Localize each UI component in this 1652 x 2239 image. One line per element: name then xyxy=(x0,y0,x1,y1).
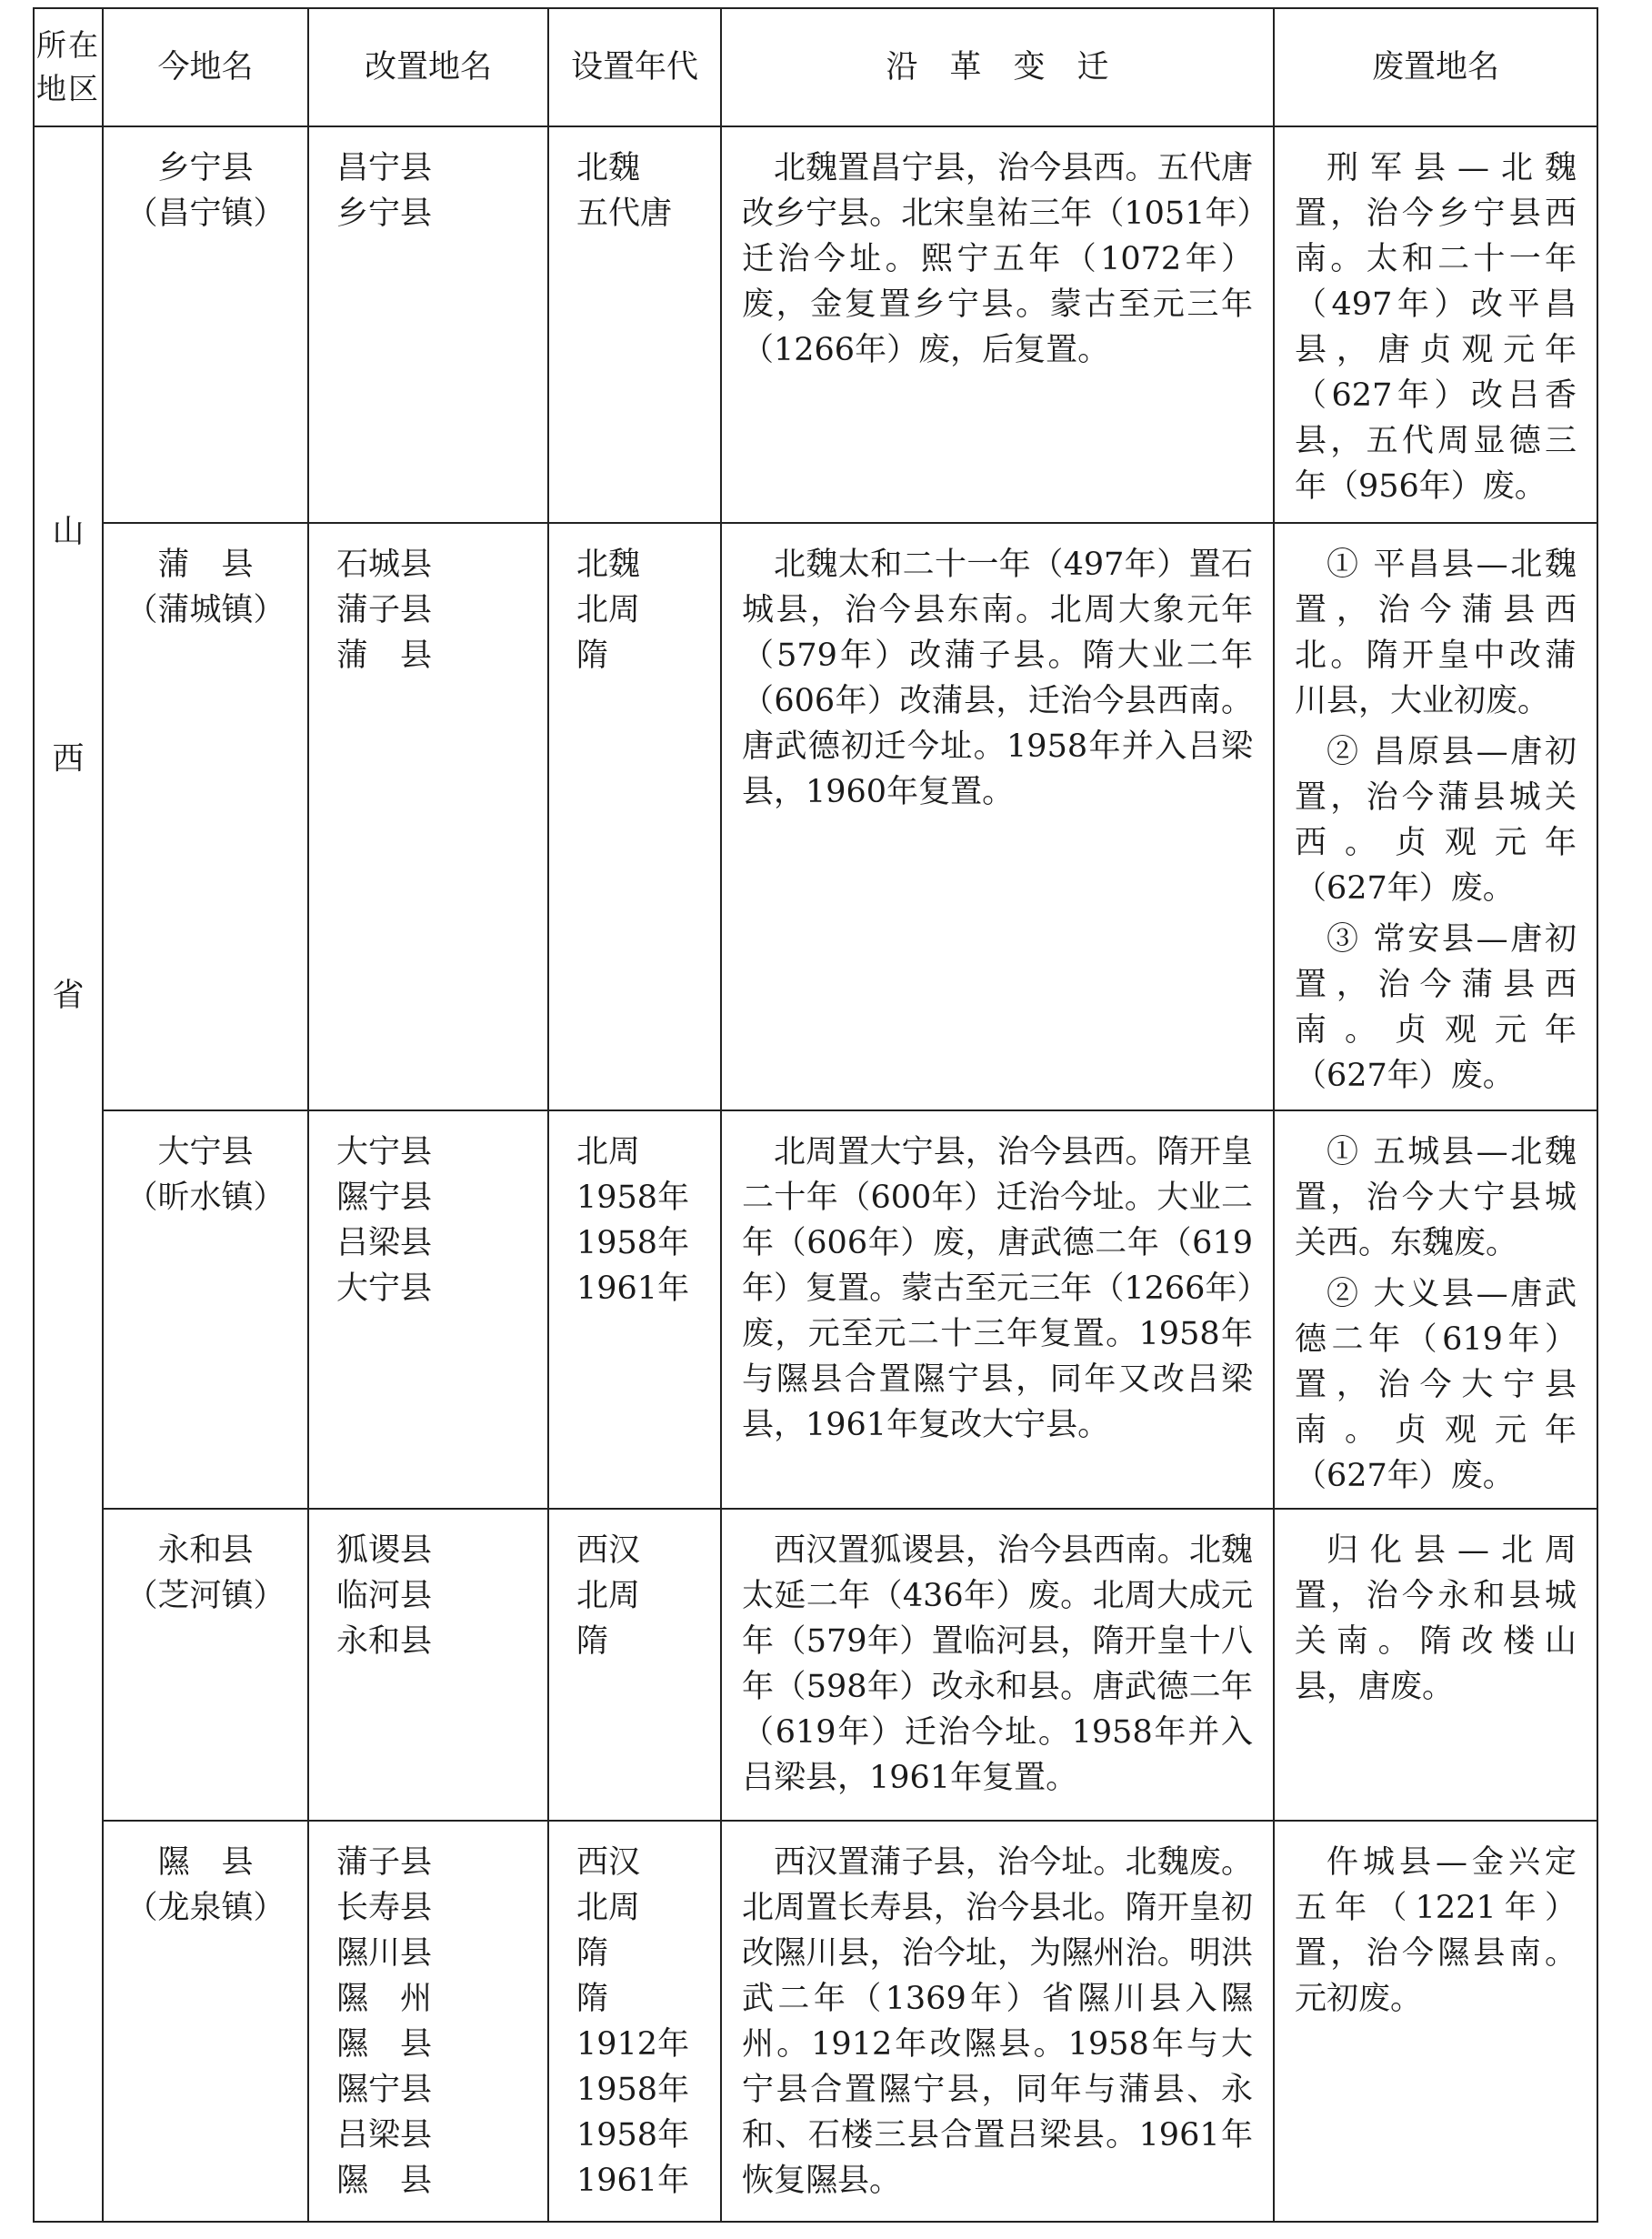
former-name: 隰 县 xyxy=(336,2162,433,2199)
current-seat: （昕水镇） xyxy=(125,1180,285,1217)
current-seat: （龙泉镇） xyxy=(125,1889,285,1926)
region-cell xyxy=(34,126,103,2222)
established-year: 西汉 xyxy=(576,1843,641,1881)
history-cell xyxy=(721,1821,1274,2222)
abolished-cell xyxy=(1274,1509,1597,1820)
established-year: 北周 xyxy=(576,1134,641,1171)
former-name: 隰 县 xyxy=(336,2025,433,2063)
established-cell xyxy=(548,1821,721,2222)
history-text: 北周置大宁县，治今县西。隋开皇二十年（600年）迁治今址。大业二年（606年）废，唐武德二年（619年）复置。蒙古至元三年（1266年）废，元至元二十三年复置。1958年与隰县合置隰宁县，同年又改吕梁县，1961年复改大宁县。 xyxy=(742,1134,1253,1444)
established-year: 隋 xyxy=(576,1623,609,1661)
former-name: 蒲子县 xyxy=(336,1843,433,1881)
established-cell xyxy=(548,523,721,1110)
former-name: 大宁县 xyxy=(336,1134,433,1171)
header-former-names: 改置地名 xyxy=(308,8,548,126)
former-name: 隰川县 xyxy=(336,1934,433,1972)
former-name: 隰宁县 xyxy=(336,1180,433,1217)
former-names-cell xyxy=(308,523,548,1110)
former-name: 石城县 xyxy=(336,547,433,584)
abolished-entry: ② 大义县—唐武德二年（619年）置，治今大宁县南。贞观元年（627年）废。 xyxy=(1295,1276,1577,1495)
current-seat: （昌宁镇） xyxy=(125,196,285,232)
current-name-cell xyxy=(103,126,308,523)
current-name: 永和县 xyxy=(157,1532,254,1570)
table-row xyxy=(34,126,1597,523)
former-name: 蒲 县 xyxy=(336,638,433,675)
current-name: 乡宁县 xyxy=(157,150,254,186)
established-cell xyxy=(548,1509,721,1820)
former-name: 昌宁县 xyxy=(336,150,433,186)
established-year: 北魏 xyxy=(576,547,641,584)
established-cell xyxy=(548,1110,721,1509)
table-row xyxy=(34,1110,1597,1509)
established-year: 西汉 xyxy=(576,1532,641,1570)
current-name-cell xyxy=(103,523,308,1110)
abolished-entry: 刑军县—北魏置，治今乡宁县西南。太和二十一年（497年）改平昌县，唐贞观元年（627年）改吕香县，五代周显德三年（956年）废。 xyxy=(1295,150,1577,505)
abolished-entry: ③ 常安县—唐初置，治今蒲县西南。贞观元年（627年）废。 xyxy=(1295,921,1577,1095)
current-name: 隰 县 xyxy=(157,1843,254,1881)
established-year: 北周 xyxy=(576,1889,641,1926)
header-region-line1: 所在 xyxy=(36,27,100,63)
former-names-cell xyxy=(308,1821,548,2222)
established-year: 1961年 xyxy=(576,2162,690,2199)
header-region-line2: 地区 xyxy=(36,71,100,106)
current-name-cell xyxy=(103,1110,308,1509)
former-name: 狐谡县 xyxy=(336,1532,433,1570)
region-char: 西 xyxy=(52,741,85,778)
abolished-entry: 仵城县—金兴定五年（1221年）置，治今隰县南。元初废。 xyxy=(1295,1843,1577,2017)
current-name-cell xyxy=(103,1821,308,2222)
header-region xyxy=(34,8,103,126)
established-year: 1961年 xyxy=(576,1270,690,1308)
table-row xyxy=(34,1509,1597,1820)
history-cell xyxy=(721,126,1274,523)
header-row xyxy=(34,8,1597,126)
history-text: 西汉置狐谡县，治今县西南。北魏太延二年（436年）废。北周大成元年（579年）置临河县，隋开皇十八年（598年）改永和县。唐武德二年（619年）迁治今址。1958年并入吕梁县，1961年复置。 xyxy=(742,1532,1253,1797)
current-name-cell xyxy=(103,1509,308,1820)
current-seat: （芝河镇） xyxy=(125,1578,285,1615)
table-row xyxy=(34,1821,1597,2222)
region-char: 山 xyxy=(52,514,85,550)
former-name: 永和县 xyxy=(336,1623,433,1661)
established-cell xyxy=(548,126,721,523)
history-text: 北魏置昌宁县，治今县西。五代唐改乡宁县。北宋皇祐三年（1051年）迁治今址。熙宁五年（1072年）废，金复置乡宁县。蒙古至元三年（1266年）废，后复置。 xyxy=(742,150,1253,368)
history-cell xyxy=(721,1509,1274,1820)
established-year: 1958年 xyxy=(576,2116,690,2154)
former-names-cell xyxy=(308,1110,548,1509)
established-year: 隋 xyxy=(576,638,609,675)
history-text: 北魏太和二十一年（497年）置石城县，治今县东南。北周大象元年（579年）改蒲子县。隋大业二年（606年）改蒲县，迁治今县西南。唐武德初迁今址。1958年并入吕梁县，1960年复置。 xyxy=(742,547,1253,811)
history-text: 西汉置蒲子县，治今址。北魏废。北周置长寿县，治今县北。隋开皇初改隰川县，治今址，为隰州治。明洪武二年（1369年）省隰川县入隰州。1912年改隰县。1958年与大宁县合置隰宁县，同年与蒲县、永和、石楼三县合置吕梁县。1961年恢复隰县。 xyxy=(742,1843,1253,2199)
table-row xyxy=(34,523,1597,1110)
former-names-cell xyxy=(308,1509,548,1820)
former-names-cell xyxy=(308,126,548,523)
former-name: 隰 州 xyxy=(336,1980,433,2017)
established-year: 隋 xyxy=(576,1934,609,1972)
history-cell xyxy=(721,1110,1274,1509)
header-current-name: 今地名 xyxy=(103,8,308,126)
established-year: 北周 xyxy=(576,592,641,629)
abolished-entry: 归化县—北周置，治今永和县城关南。隋改楼山县，唐废。 xyxy=(1295,1532,1577,1706)
former-name: 临河县 xyxy=(336,1578,433,1615)
header-established: 设置年代 xyxy=(548,8,721,126)
established-year: 五代唐 xyxy=(576,196,673,232)
established-year: 1958年 xyxy=(576,1225,690,1262)
region-char: 省 xyxy=(52,978,85,1014)
established-year: 1912年 xyxy=(576,2025,690,2063)
abolished-entry: ② 昌原县—唐初置，治今蒲县城关西。贞观元年（627年）废。 xyxy=(1295,734,1577,908)
former-name: 大宁县 xyxy=(336,1270,433,1308)
former-name: 吕梁县 xyxy=(336,1225,433,1262)
abolished-cell xyxy=(1274,1110,1597,1509)
established-year: 1958年 xyxy=(576,1180,690,1217)
current-name: 大宁县 xyxy=(157,1134,254,1171)
abolished-entry: ① 五城县—北魏置，治今大宁县城关西。东魏废。 xyxy=(1295,1134,1577,1262)
history-table xyxy=(33,7,1598,2223)
established-year: 北周 xyxy=(576,1578,641,1615)
abolished-cell xyxy=(1274,1821,1597,2222)
former-name: 乡宁县 xyxy=(336,196,433,232)
former-name: 蒲子县 xyxy=(336,592,433,629)
former-name: 吕梁县 xyxy=(336,2116,433,2154)
established-year: 1958年 xyxy=(576,2071,690,2108)
established-year: 隋 xyxy=(576,1980,609,2017)
abolished-entry: ① 平昌县—北魏置，治今蒲县西北。隋开皇中改蒲川县，大业初废。 xyxy=(1295,547,1577,720)
former-name: 长寿县 xyxy=(336,1889,433,1926)
abolished-cell xyxy=(1274,126,1597,523)
header-history: 沿 革 变 迁 xyxy=(721,8,1274,126)
header-abolished: 废置地名 xyxy=(1274,8,1597,126)
history-cell xyxy=(721,523,1274,1110)
established-year: 北魏 xyxy=(576,150,641,186)
former-name: 隰宁县 xyxy=(336,2071,433,2108)
current-name: 蒲 县 xyxy=(157,547,254,584)
abolished-cell xyxy=(1274,523,1597,1110)
current-seat: （蒲城镇） xyxy=(125,592,285,629)
